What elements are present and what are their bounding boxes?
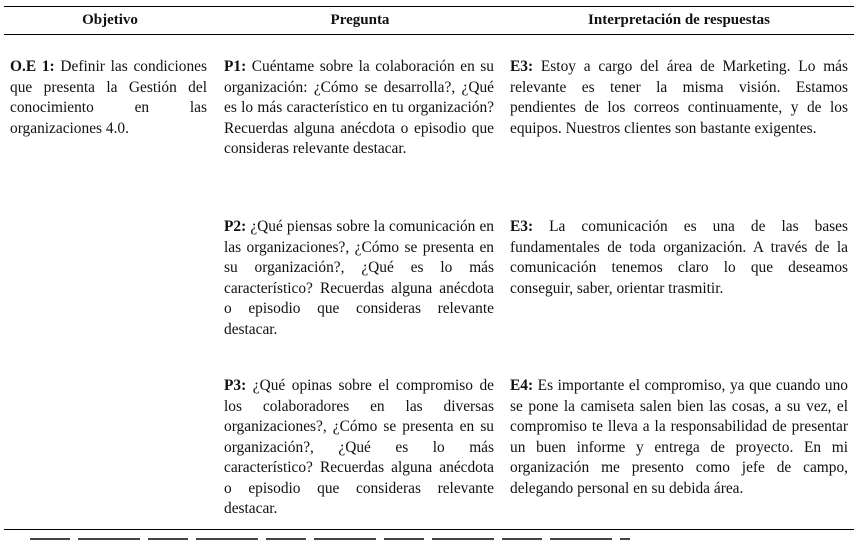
question-code: P3: [224,377,253,394]
question-cell-p1 [224,57,494,160]
question-text: ¿Qué piensas sobre la comunicación en las organizaciones?, ¿Cómo se presenta en su organización?, ¿Qué es lo más característico? Recuerdas alguna anécdota o episodio que consideras relevante destacar. [224,218,494,338]
answer-text: La comunicación es una de las bases fundamentales de toda organización. A través de la comunicación tenemos claro lo que deseamos conseguir, saber, orientar trasmitir. [510,218,848,297]
answer-cell-1 [510,57,848,139]
answer-cell-3 [510,376,848,499]
table-header-rule [4,34,854,35]
objective-cell [10,57,207,139]
header-objetivo: Objetivo [82,12,138,28]
question-cell-p3 [224,376,494,520]
question-code: P1: [224,58,252,75]
answer-code: E3: [510,58,541,75]
answer-code: E3: [510,218,550,235]
table-bottom-rule [4,529,854,530]
question-text: ¿Qué opinas sobre el compromiso de los colaboradores en las diversas organizaciones?, ¿Cómo se presenta en su organización?, ¿Qué es lo más característico? Recuerdas alguna anécdota o episodio que consideras relevante destacar. [224,377,494,517]
header-pregunta: Pregunta [330,12,390,28]
answer-text: Estoy a cargo del área de Marketing. Lo más relevante es tener la misma visión. Estamos pendientes de los correos continuamente, y de los equipos. Nuestros clientes son bastante exigentes. [510,58,848,137]
answer-code: E4: [510,377,538,394]
question-text: Cuéntame sobre la colaboración en su organización: ¿Cómo se desarrolla?, ¿Qué es lo más característico en tu organización? Recuerdas alguna anécdota o episodio que consideras relevante destacar. [224,58,494,157]
objective-text: Definir las condiciones que presenta la Gestión del conocimiento en las organizaciones 4.0. [10,58,207,137]
cropped-caption-line [30,534,630,541]
table-top-rule [4,6,854,7]
objective-code: O.E 1: [10,58,61,75]
header-interpretacion: Interpretación de respuestas [588,12,770,28]
answer-cell-2 [510,217,848,299]
question-cell-p2 [224,217,494,340]
question-code: P2: [224,218,251,235]
answer-text: Es importante el compromiso, ya que cuando uno se pone la camiseta salen bien las cosas, a su vez, el compromiso te lleva a la responsabilidad de presentar un buen informe y entrega de proyecto. En mi organización me presento como jefe de campo, delegando personal en su debida área. [510,377,848,497]
